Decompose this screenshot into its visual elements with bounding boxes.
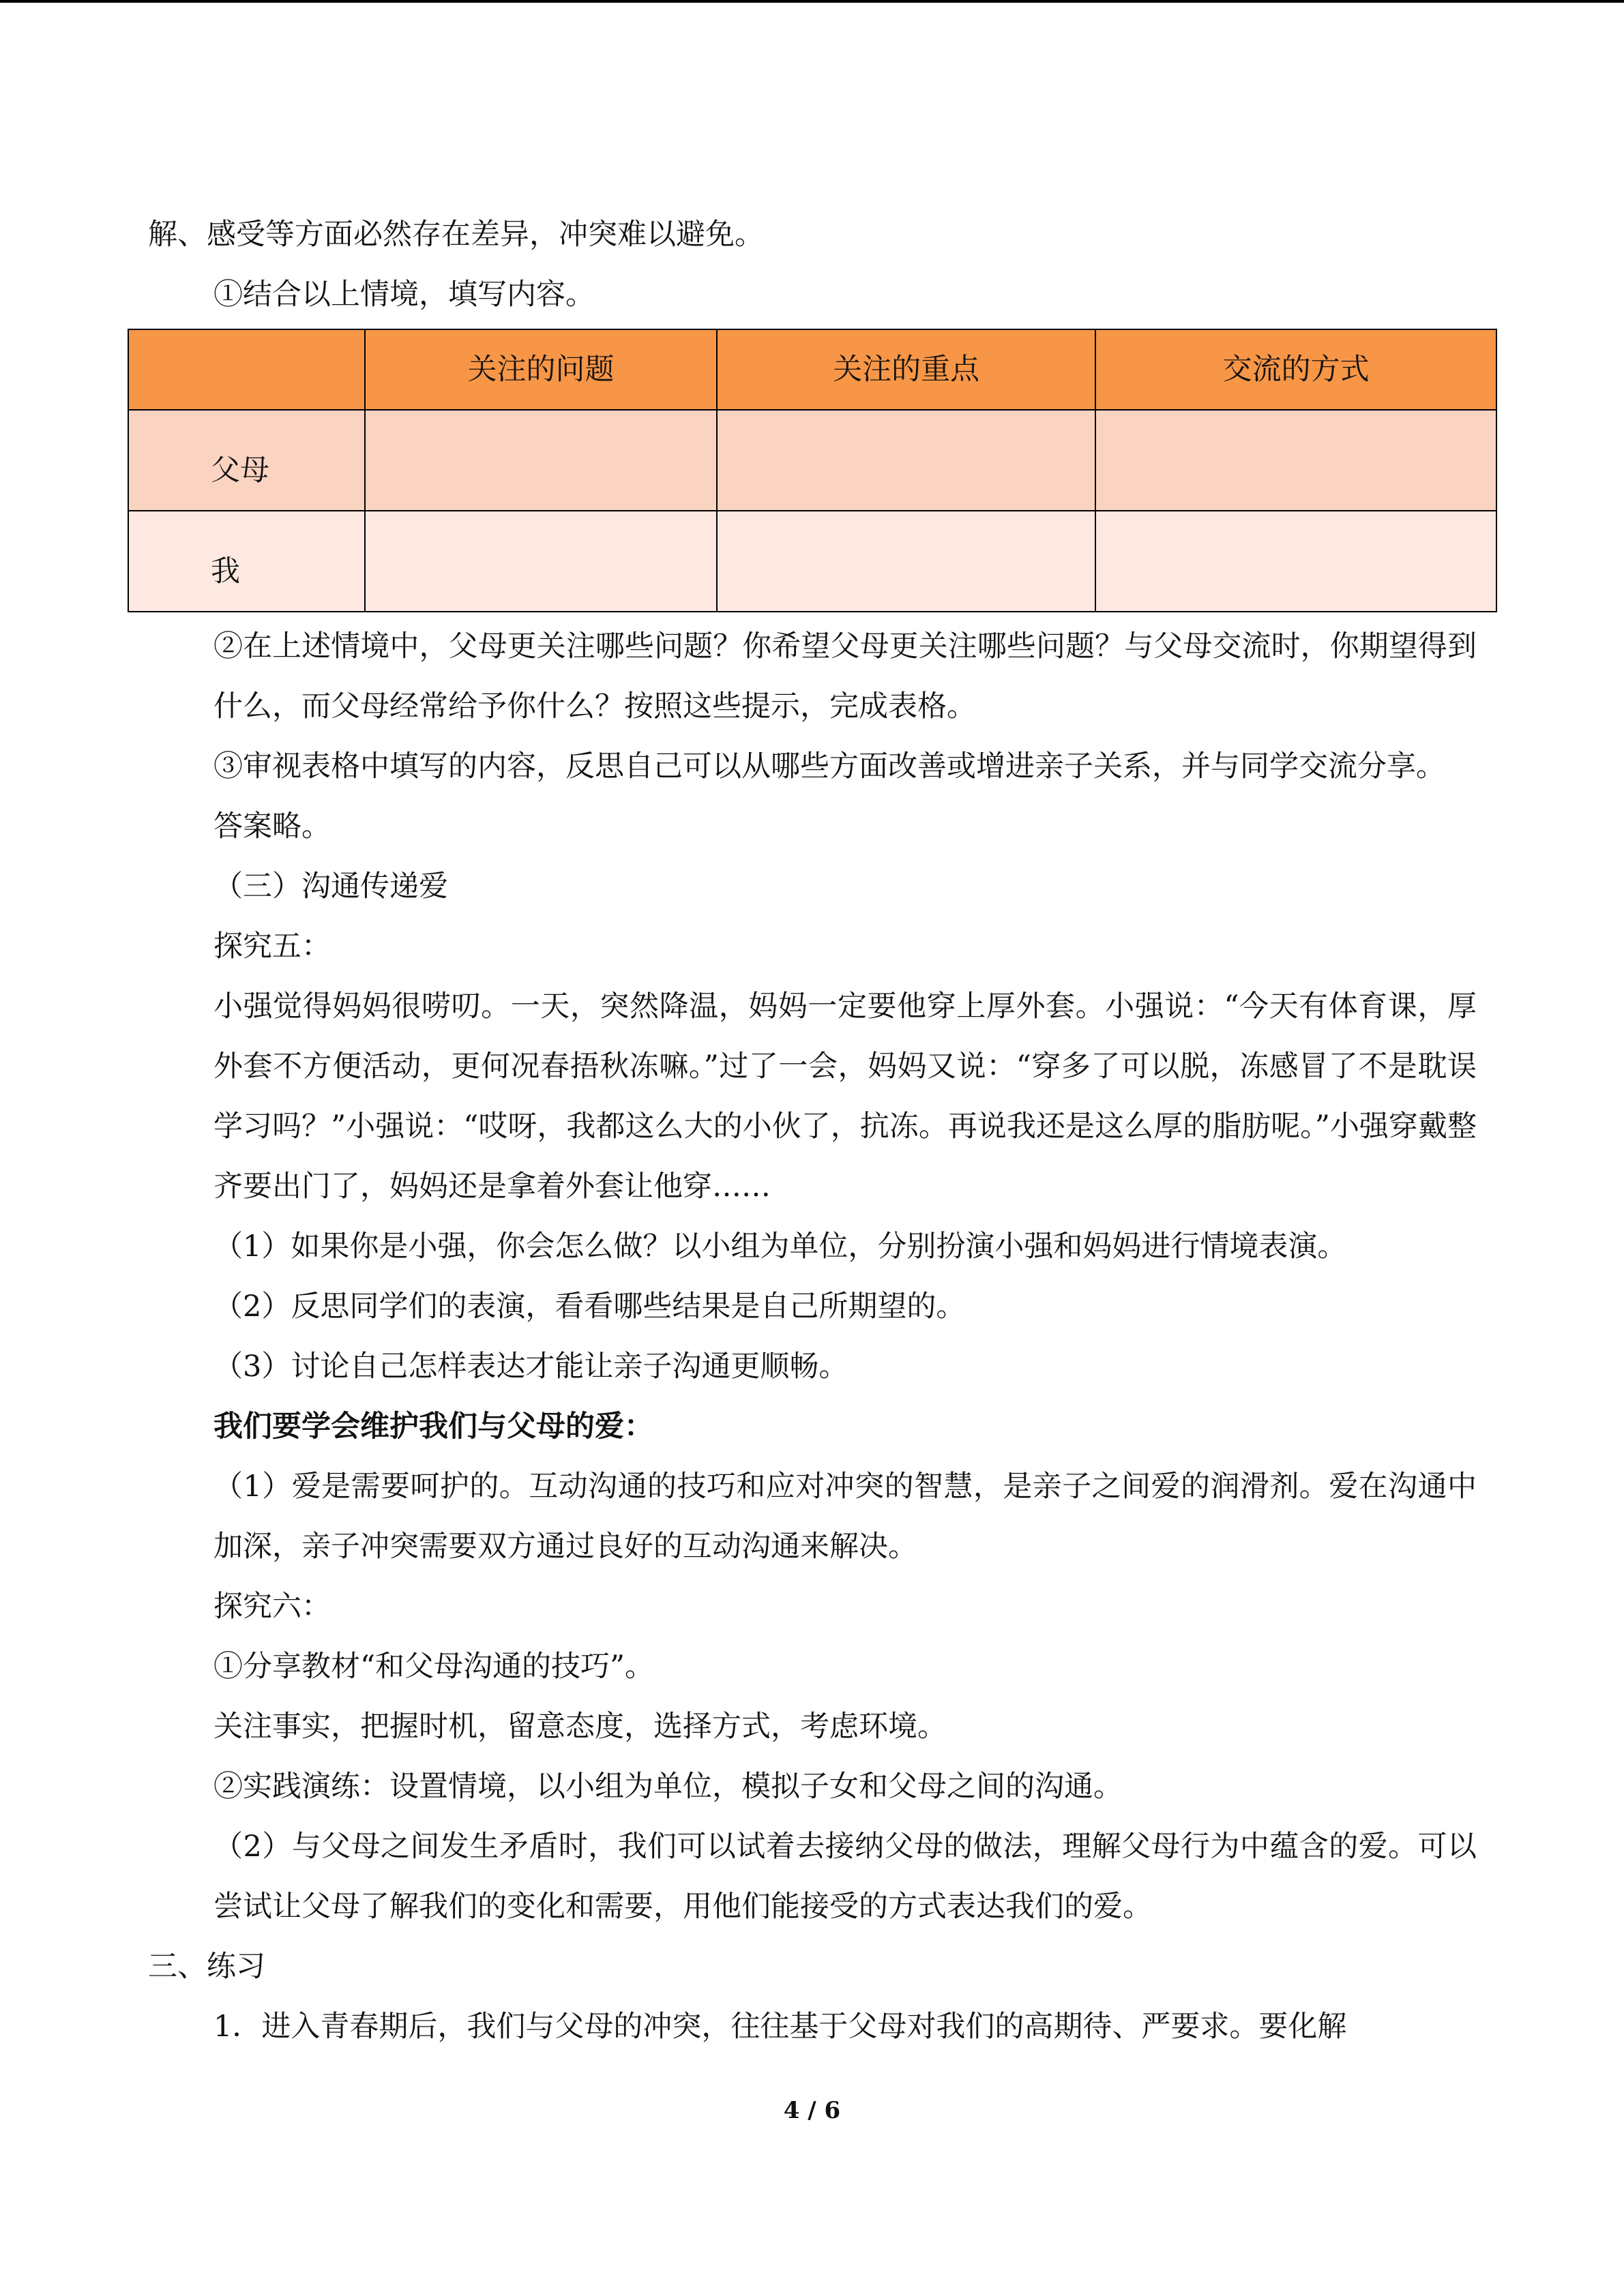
table-header-corner <box>128 329 365 410</box>
top-border-line <box>0 0 1624 3</box>
table-cell[interactable] <box>717 511 1095 612</box>
item-2: ②在上述情境中，父母更关注哪些问题？你希望父母更关注哪些问题？与父母交流时，你期望得到什么，而父母经常给予你什么？按照这些提示，完成表格。 <box>213 629 1477 724</box>
intro-line: 解、感受等方面必然存在差异，冲突难以避免。 <box>148 218 764 252</box>
table-cell[interactable] <box>717 410 1095 511</box>
table-row-parents <box>128 410 1496 511</box>
fill-in-table <box>128 329 1497 612</box>
section-practice-heading: 三、练习 <box>148 1950 265 1984</box>
row-label-me: 我 <box>128 511 365 612</box>
question-1: （1）如果你是小强，你会怎么做？以小组为单位，分别扮演小强和妈妈进行情境表演。 <box>213 1229 1347 1264</box>
point-2: （2）与父母之间发生矛盾时，我们可以试着去接纳父母的做法，理解父母行为中蕴含的爱。可以尝试让父母了解我们的变化和需要，用他们能接受的方式表达我们的爱。 <box>213 1830 1477 1924</box>
question-2: （2）反思同学们的表演，看看哪些结果是自己所期望的。 <box>213 1289 966 1324</box>
table-cell[interactable] <box>365 410 717 511</box>
table-cell[interactable] <box>1095 511 1496 612</box>
skills-line: 关注事实，把握时机，留意态度，选择方式，考虑环境。 <box>213 1710 947 1744</box>
point-1: （1）爱是需要呵护的。互动沟通的技巧和应对冲突的智慧，是亲子之间爱的润滑剂。爱在沟通中加深，亲子冲突需要双方通过良好的互动沟通来解决。 <box>213 1470 1477 1564</box>
section-3-heading: （三）沟通传递爱 <box>213 869 448 904</box>
answer-omitted: 答案略。 <box>213 809 331 844</box>
practice-item: ②实践演练：设置情境，以小组为单位，模拟子女和父母之间的沟通。 <box>213 1770 1123 1804</box>
story-paragraph: 小强觉得妈妈很唠叨。一天，突然降温，妈妈一定要他穿上厚外套。小强说：“今天有体育课，厚外套不方便活动，更何况春捂秋冻嘛。”过了一会，妈妈又说：“穿多了可以脱，冻感冒了不是耽误学习吗？”小强说：“哎呀，我都这么大的小伙了，抗冻。再说我还是这么厚的脂肪呢。”小强穿戴整齐要出门了，妈妈还是拿着外套让他穿…… <box>213 989 1477 1204</box>
exercise-1: 1．进入青春期后，我们与父母的冲突，往往基于父母对我们的高期待、严要求。要化解 <box>213 2010 1347 2044</box>
bold-heading: 我们要学会维护我们与父母的爱： <box>213 1410 653 1444</box>
page-number: 4 / 6 <box>783 2097 841 2124</box>
table-cell[interactable] <box>365 511 717 612</box>
table-header-row <box>128 329 1496 410</box>
table-header-issues: 关注的问题 <box>365 329 717 410</box>
table-header-focus: 关注的重点 <box>717 329 1095 410</box>
explore-6-label: 探究六： <box>213 1590 331 1624</box>
item-3: ③审视表格中填写的内容，反思自己可以从哪些方面改善或增进亲子关系，并与同学交流分享。 <box>213 749 1445 784</box>
share-item: ①分享教材“和父母沟通的技巧”。 <box>213 1650 654 1684</box>
table-row-me <box>128 511 1496 612</box>
row-label-parents: 父母 <box>128 410 365 511</box>
table-prompt: ①结合以上情境，填写内容。 <box>213 278 595 312</box>
explore-5-label: 探究五： <box>213 929 331 964</box>
document-body <box>148 205 1477 2057</box>
question-3: （3）讨论自己怎样表达才能让亲子沟通更顺畅。 <box>213 1350 848 1384</box>
table-cell[interactable] <box>1095 410 1496 511</box>
table-header-communication: 交流的方式 <box>1095 329 1496 410</box>
